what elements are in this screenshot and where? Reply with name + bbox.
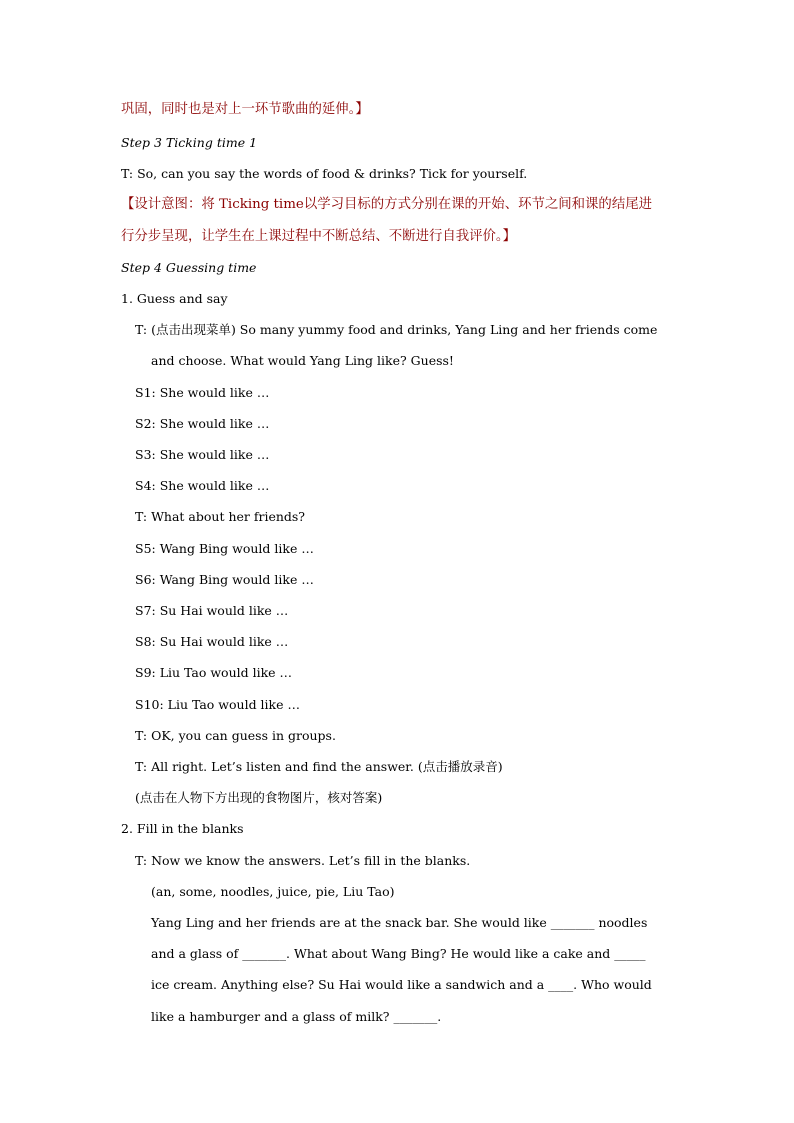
student-line-s6: S6: Wang Bing would like …	[135, 572, 314, 587]
step-3-heading: Step 3 Ticking time 1	[121, 135, 258, 150]
student-line-s5: S5: Wang Bing would like …	[135, 541, 314, 556]
student-line-s8: S8: Su Hai would like …	[135, 634, 289, 649]
teacher-line-listen: T: All right. Let’s listen and find the answer. (点击播放录音)	[135, 759, 503, 774]
student-line-s10: S10: Liu Tao would like …	[135, 697, 300, 712]
student-line-s7: S7: Su Hai would like …	[135, 603, 289, 618]
step-4-heading: Step 4 Guessing time	[121, 260, 257, 275]
student-line-s3: S3: She would like …	[135, 447, 270, 462]
instruction-check-answers: (点击在人物下方出现的食物图片，核对答案)	[135, 790, 383, 805]
teacher-line-friends: T: What about her friends?	[135, 509, 306, 524]
teacher-line-groups: T: OK, you can guess in groups.	[135, 728, 336, 743]
student-line-s2: S2: She would like …	[135, 416, 270, 431]
teacher-line-menu-cont: and choose. What would Yang Ling like? Guess!	[151, 353, 454, 368]
section-fill-in-blanks: 2. Fill in the blanks	[121, 821, 244, 836]
passage-line-4: like a hamburger and a glass of milk? _______.	[151, 1009, 442, 1024]
section-guess-and-say: 1. Guess and say	[121, 291, 228, 306]
teacher-line-menu: T: (点击出现菜单) So many yummy food and drinks, Yang Ling and her friends come	[135, 322, 658, 337]
teacher-line-fill: T: Now we know the answers. Let’s fill in the blanks.	[135, 853, 471, 868]
design-note-line-1: 【设计意图：将 Ticking time以学习目标的方式分别在课的开始、环节之间和课的结尾进	[121, 197, 652, 212]
passage-line-1: Yang Ling and her friends are at the snack bar. She would like _______ noodles	[151, 915, 648, 930]
design-note-line-2: 行分步呈现，让学生在上课过程中不断总结、不断进行自我评价。】	[121, 229, 517, 244]
student-line-s4: S4: She would like …	[135, 478, 270, 493]
student-line-s9: S9: Liu Tao would like …	[135, 665, 293, 680]
word-bank: (an, some, noodles, juice, pie, Liu Tao)	[151, 884, 395, 899]
passage-line-3: ice cream. Anything else? Su Hai would like a sandwich and a ____. Who would	[151, 977, 652, 992]
student-line-s1: S1: She would like …	[135, 385, 270, 400]
design-note-continuation: 巩固，同时也是对上一环节歌曲的延伸。】	[121, 102, 369, 117]
teacher-line-tick: T: So, can you say the words of food & drinks? Tick for yourself.	[121, 166, 528, 181]
passage-line-2: and a glass of _______. What about Wang Bing? He would like a cake and _____	[151, 946, 646, 961]
